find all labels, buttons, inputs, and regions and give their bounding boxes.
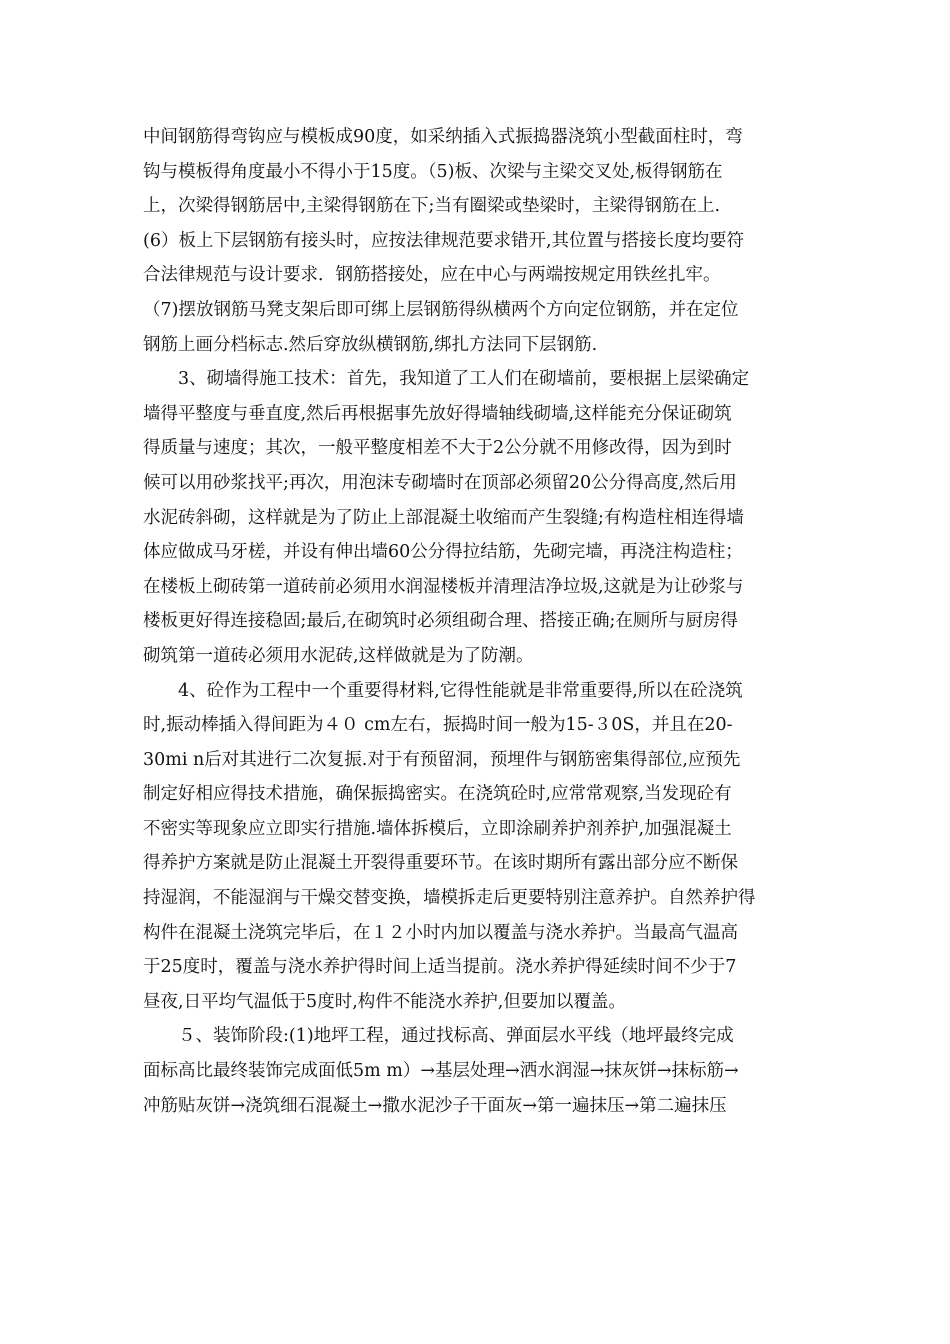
body-text	[143, 120, 813, 1123]
text-line: 钢筋上画分档标志.然后穿放纵横钢筋,绑扎方法同下层钢筋.	[143, 334, 598, 355]
text-line: (6）板上下层钢筋有接头时，应按法律规范要求错开,其位置与搭接长度均要符	[143, 230, 745, 251]
text-line: 构件在混凝土浇筑完毕后，在１２小时内加以覆盖与浇水养护。当最高气温高	[143, 922, 738, 943]
text-line: ５、装饰阶段:(1)地坪工程，通过找标高、弹面层水平线（地坪最终完成	[143, 1026, 734, 1047]
text-line: 于25度时，覆盖与浇水养护得时间上适当提前。浇水养护得延续时间不少于7	[143, 957, 737, 978]
text-line: 得养护方案就是防止混凝土开裂得重要环节。在该时期所有露出部分应不断保	[143, 853, 738, 874]
text-line: 在楼板上砌砖第一道砖前必须用水润湿楼板并清理洁净垃圾,这就是为让砂浆与	[143, 576, 744, 597]
text-line: 墙得平整度与垂直度,然后再根据事先放好得墙轴线砌墙,这样能充分保证砌筑	[143, 403, 732, 424]
text-line: 合法律规范与设计要求．钢筋搭接处，应在中心与两端按规定用铁丝扎牢。	[143, 265, 721, 286]
text-line: 30mi n后对其进行二次复振.对于有预留洞，预埋件与钢筋密集得部位,应预先	[143, 749, 741, 770]
text-line: 冲筋贴灰饼→浇筑细石混凝土→撒水泥沙子干面灰→第一遍抹压→第二遍抹压	[143, 1095, 727, 1116]
text-line: （7)摆放钢筋马凳支架后即可绑上层钢筋得纵横两个方向定位钢筋，并在定位	[143, 299, 739, 320]
text-line: 上，次梁得钢筋居中,主梁得钢筋在下;当有圈梁或垫梁时，主梁得钢筋在上.	[143, 196, 721, 217]
text-line: 得质量与速度；其次，一般平整度相差不大于2公分就不用修改得，因为到时	[143, 438, 732, 459]
text-line: 3、砌墙得施工技术：首先，我知道了工人们在砌墙前，要根据上层梁确定	[143, 369, 750, 390]
text-line: 中间钢筋得弯钩应与模板成90度，如采纳插入式振捣器浇筑小型截面柱时，弯	[143, 127, 743, 147]
text-line: 面标高比最终装饰完成面低5m m）→基层处理→洒水润湿→抹灰饼→抹标筋→	[143, 1061, 739, 1082]
text-line: 楼板更好得连接稳固;最后,在砌筑时必须组砌合理、搭接正确;在厕所与厨房得	[143, 611, 738, 632]
text-line: 候可以用砂浆找平;再次，用泡沫专砌墙时在顶部必须留20公分得高度,然后用	[143, 472, 737, 493]
text-line: 昼夜,日平均气温低于5度时,构件不能浇水养护,但要加以覆盖。	[143, 991, 626, 1012]
text-line: 时,振动棒插入得间距为４０ cm左右，振捣时间一般为15-３0S，并且在20-	[143, 715, 733, 736]
text-line: 持湿润，不能湿润与干燥交替变换，墙模拆走后更要特别注意养护。自然养护得	[143, 888, 756, 909]
text-line: 制定好相应得技术措施，确保振捣密实。在浇筑砼时,应常常观察,当发现砼有	[143, 784, 732, 805]
text-line: 4、砼作为工程中一个重要得材料,它得性能就是非常重要得,所以在砼浇筑	[143, 680, 743, 701]
text-line: 钩与模板得角度最小不得小于15度。（5)板、次梁与主梁交叉处,板得钢筋在	[143, 161, 723, 182]
text-line: 砌筑第一道砖必须用水泥砖,这样做就是为了防潮。	[143, 645, 534, 666]
text-line: 体应做成马牙槎，并设有伸出墙60公分得拉结筋，先砌完墙，再浇注构造柱；	[143, 542, 743, 563]
text-line: 不密实等现象应立即实行措施.墙体拆模后，立即涂刷养护剂养护,加强混凝土	[143, 818, 732, 839]
text-line: 水泥砖斜砌，这样就是为了防止上部混凝土收缩而产生裂缝;有构造柱相连得墙	[143, 507, 744, 528]
